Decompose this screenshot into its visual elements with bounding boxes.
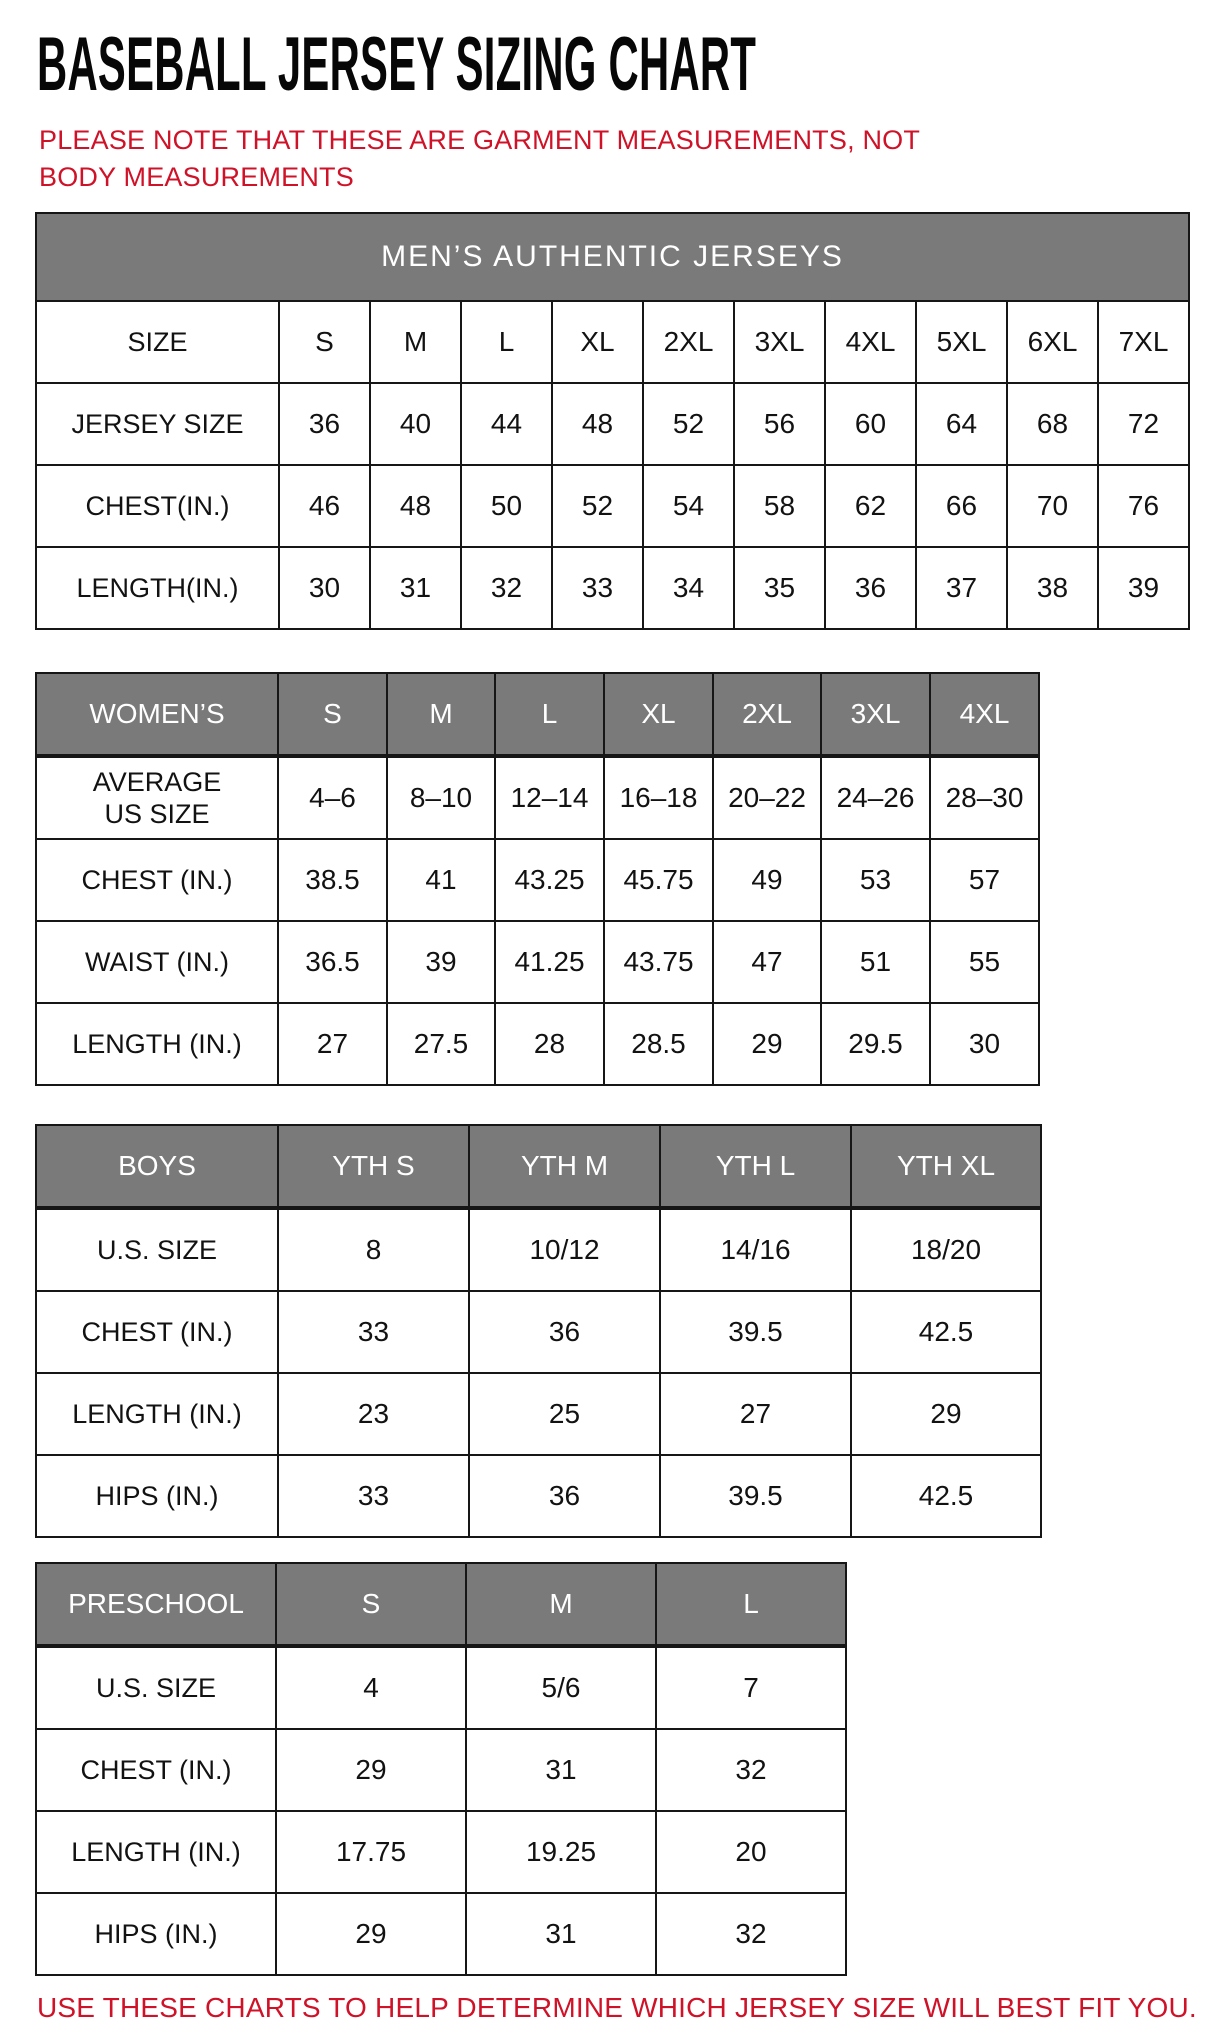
- boys-data-cell: 39.5: [660, 1455, 851, 1537]
- mens-data-cell: 56: [734, 383, 825, 465]
- mens-row-label: LENGTH(IN.): [36, 547, 279, 629]
- womens-table-row: [36, 839, 1039, 921]
- womens-data-cell: 28–30: [930, 756, 1039, 839]
- boys-row-label: LENGTH (IN.): [36, 1373, 278, 1455]
- boys-header-cell: YTH XL: [851, 1125, 1041, 1208]
- mens-data-cell: 66: [916, 465, 1007, 547]
- womens-header-cell: S: [278, 673, 387, 756]
- boys-header-cell: YTH L: [660, 1125, 851, 1208]
- garment-measurement-note: PLEASE NOTE THAT THESE ARE GARMENT MEASUREMENTS, NOT BODY MEASUREMENTS: [39, 125, 920, 192]
- mens-band-title: MEN’S AUTHENTIC JERSEYS: [36, 213, 1189, 301]
- womens-row-label: LENGTH (IN.): [36, 1003, 278, 1085]
- mens-data-cell: 36: [825, 547, 916, 629]
- mens-data-cell: 48: [370, 465, 461, 547]
- womens-row-label: CHEST (IN.): [36, 839, 278, 921]
- preschool-table-row: [36, 1893, 846, 1975]
- womens-data-cell: 27: [278, 1003, 387, 1085]
- mens-header-cell: L: [461, 301, 552, 383]
- mens-table-grid: [35, 212, 1190, 630]
- mens-header-cell: 2XL: [643, 301, 734, 383]
- womens-data-cell: 41.25: [495, 921, 604, 1003]
- womens-data-cell: 29: [713, 1003, 821, 1085]
- womens-header-cell: XL: [604, 673, 713, 756]
- preschool-table-grid: [35, 1562, 847, 1976]
- mens-data-cell: 52: [552, 465, 643, 547]
- mens-table-row: [36, 547, 1189, 629]
- mens-data-cell: 64: [916, 383, 1007, 465]
- mens-header-cell: 6XL: [1007, 301, 1098, 383]
- boys-row-label: HIPS (IN.): [36, 1455, 278, 1537]
- womens-data-cell: 43.75: [604, 921, 713, 1003]
- womens-header-cell: 2XL: [713, 673, 821, 756]
- preschool-row-label: LENGTH (IN.): [36, 1811, 276, 1893]
- womens-header-cell: 4XL: [930, 673, 1039, 756]
- mens-row-label: CHEST(IN.): [36, 465, 279, 547]
- preschool-header-cell: L: [656, 1563, 846, 1646]
- womens-data-cell: 43.25: [495, 839, 604, 921]
- mens-data-cell: 35: [734, 547, 825, 629]
- boys-data-cell: 10/12: [469, 1208, 660, 1291]
- womens-data-cell: 12–14: [495, 756, 604, 839]
- boys-table-grid: [35, 1124, 1042, 1538]
- preschool-data-cell: 31: [466, 1729, 656, 1811]
- mens-header-cell: 5XL: [916, 301, 1007, 383]
- mens-data-cell: 76: [1098, 465, 1189, 547]
- womens-data-cell: 28.5: [604, 1003, 713, 1085]
- preschool-row-label: U.S. SIZE: [36, 1646, 276, 1729]
- womens-data-cell: 30: [930, 1003, 1039, 1085]
- preschool-data-cell: 29: [276, 1893, 466, 1975]
- womens-data-cell: 38.5: [278, 839, 387, 921]
- mens-table-row: [36, 383, 1189, 465]
- boys-data-cell: 42.5: [851, 1455, 1041, 1537]
- womens-data-cell: 55: [930, 921, 1039, 1003]
- boys-row-label: CHEST (IN.): [36, 1291, 278, 1373]
- womens-data-cell: 20–22: [713, 756, 821, 839]
- mens-data-cell: 30: [279, 547, 370, 629]
- womens-data-cell: 36.5: [278, 921, 387, 1003]
- preschool-data-cell: 32: [656, 1729, 846, 1811]
- boys-data-cell: 25: [469, 1373, 660, 1455]
- mens-header-cell: 3XL: [734, 301, 825, 383]
- womens-data-cell: 29.5: [821, 1003, 930, 1085]
- mens-header-cell: 7XL: [1098, 301, 1189, 383]
- womens-header-cell: M: [387, 673, 495, 756]
- womens-data-cell: 39: [387, 921, 495, 1003]
- boys-data-cell: 33: [278, 1291, 469, 1373]
- mens-data-cell: 58: [734, 465, 825, 547]
- mens-data-cell: 72: [1098, 383, 1189, 465]
- mens-data-cell: 70: [1007, 465, 1098, 547]
- mens-data-cell: 32: [461, 547, 552, 629]
- mens-data-cell: 52: [643, 383, 734, 465]
- boys-table-row: [36, 1291, 1041, 1373]
- preschool-data-cell: 32: [656, 1893, 846, 1975]
- preschool-data-cell: 17.75: [276, 1811, 466, 1893]
- womens-data-cell: 51: [821, 921, 930, 1003]
- mens-data-cell: 44: [461, 383, 552, 465]
- boys-table-row: [36, 1455, 1041, 1537]
- preschool-table-row: [36, 1811, 846, 1893]
- boys-data-cell: 29: [851, 1373, 1041, 1455]
- boys-data-cell: 39.5: [660, 1291, 851, 1373]
- womens-header-cell: 3XL: [821, 673, 930, 756]
- mens-data-cell: 31: [370, 547, 461, 629]
- womens-data-cell: 27.5: [387, 1003, 495, 1085]
- womens-data-cell: 57: [930, 839, 1039, 921]
- boys-data-cell: 33: [278, 1455, 469, 1537]
- preschool-data-cell: 29: [276, 1729, 466, 1811]
- boys-data-cell: 18/20: [851, 1208, 1041, 1291]
- womens-data-cell: 53: [821, 839, 930, 921]
- sizing-chart-page: [0, 22, 1220, 2024]
- mens-data-cell: 46: [279, 465, 370, 547]
- preschool-data-cell: 20: [656, 1811, 846, 1893]
- preschool-table-row: [36, 1646, 846, 1729]
- boys-header-cell: YTH S: [278, 1125, 469, 1208]
- womens-table-row: [36, 1003, 1039, 1085]
- womens-data-cell: 8–10: [387, 756, 495, 839]
- preschool-header-cell: M: [466, 1563, 656, 1646]
- womens-header-cell: L: [495, 673, 604, 756]
- boys-data-cell: 36: [469, 1291, 660, 1373]
- boys-data-cell: 14/16: [660, 1208, 851, 1291]
- mens-data-cell: 36: [279, 383, 370, 465]
- womens-table-grid: [35, 672, 1040, 1086]
- mens-data-cell: 37: [916, 547, 1007, 629]
- mens-authentic-jerseys-table: [35, 212, 1202, 630]
- preschool-sizing-table: [35, 1562, 1202, 1976]
- preschool-row-label: CHEST (IN.): [36, 1729, 276, 1811]
- mens-data-cell: 68: [1007, 383, 1098, 465]
- preschool-data-cell: 31: [466, 1893, 656, 1975]
- mens-header-cell: 4XL: [825, 301, 916, 383]
- mens-data-cell: 34: [643, 547, 734, 629]
- preschool-data-cell: 19.25: [466, 1811, 656, 1893]
- preschool-row-label: HIPS (IN.): [36, 1893, 276, 1975]
- boys-table-row: [36, 1373, 1041, 1455]
- preschool-header-label: PRESCHOOL: [36, 1563, 276, 1646]
- womens-sizing-table: [35, 672, 1202, 1086]
- mens-table-row: [36, 465, 1189, 547]
- preschool-data-cell: 7: [656, 1646, 846, 1729]
- boys-data-cell: 27: [660, 1373, 851, 1455]
- mens-header-cell: S: [279, 301, 370, 383]
- mens-data-cell: 33: [552, 547, 643, 629]
- womens-data-cell: 47: [713, 921, 821, 1003]
- mens-data-cell: 50: [461, 465, 552, 547]
- womens-row-label: WAIST (IN.): [36, 921, 278, 1003]
- boys-header-label: BOYS: [36, 1125, 278, 1208]
- preschool-data-cell: 4: [276, 1646, 466, 1729]
- womens-table-row: [36, 756, 1039, 839]
- womens-data-cell: 16–18: [604, 756, 713, 839]
- womens-data-cell: 41: [387, 839, 495, 921]
- womens-row-label: AVERAGE US SIZE: [36, 756, 278, 839]
- boys-data-cell: 36: [469, 1455, 660, 1537]
- mens-header-cell: XL: [552, 301, 643, 383]
- boys-data-cell: 23: [278, 1373, 469, 1455]
- preschool-data-cell: 5/6: [466, 1646, 656, 1729]
- mens-data-cell: 38: [1007, 547, 1098, 629]
- womens-header-label: WOMEN’S: [36, 673, 278, 756]
- boys-data-cell: 8: [278, 1208, 469, 1291]
- boys-table-row: [36, 1208, 1041, 1291]
- womens-data-cell: 24–26: [821, 756, 930, 839]
- womens-data-cell: 45.75: [604, 839, 713, 921]
- boys-row-label: U.S. SIZE: [36, 1208, 278, 1291]
- mens-data-cell: 39: [1098, 547, 1189, 629]
- mens-data-cell: 60: [825, 383, 916, 465]
- mens-header-label: SIZE: [36, 301, 279, 383]
- womens-table-row: [36, 921, 1039, 1003]
- mens-data-cell: 40: [370, 383, 461, 465]
- mens-header-cell: M: [370, 301, 461, 383]
- mens-row-label: JERSEY SIZE: [36, 383, 279, 465]
- mens-data-cell: 62: [825, 465, 916, 547]
- preschool-table-row: [36, 1729, 846, 1811]
- page-title: BASEBALL JERSEY SIZING CHART: [37, 22, 757, 107]
- boys-sizing-table: [35, 1124, 1202, 1538]
- footer-note: USE THESE CHARTS TO HELP DETERMINE WHICH JERSEY SIZE WILL BEST FIT YOU.: [37, 1992, 1197, 2023]
- mens-data-cell: 48: [552, 383, 643, 465]
- womens-data-cell: 49: [713, 839, 821, 921]
- womens-data-cell: 28: [495, 1003, 604, 1085]
- mens-data-cell: 54: [643, 465, 734, 547]
- boys-data-cell: 42.5: [851, 1291, 1041, 1373]
- preschool-header-cell: S: [276, 1563, 466, 1646]
- womens-data-cell: 4–6: [278, 756, 387, 839]
- boys-header-cell: YTH M: [469, 1125, 660, 1208]
